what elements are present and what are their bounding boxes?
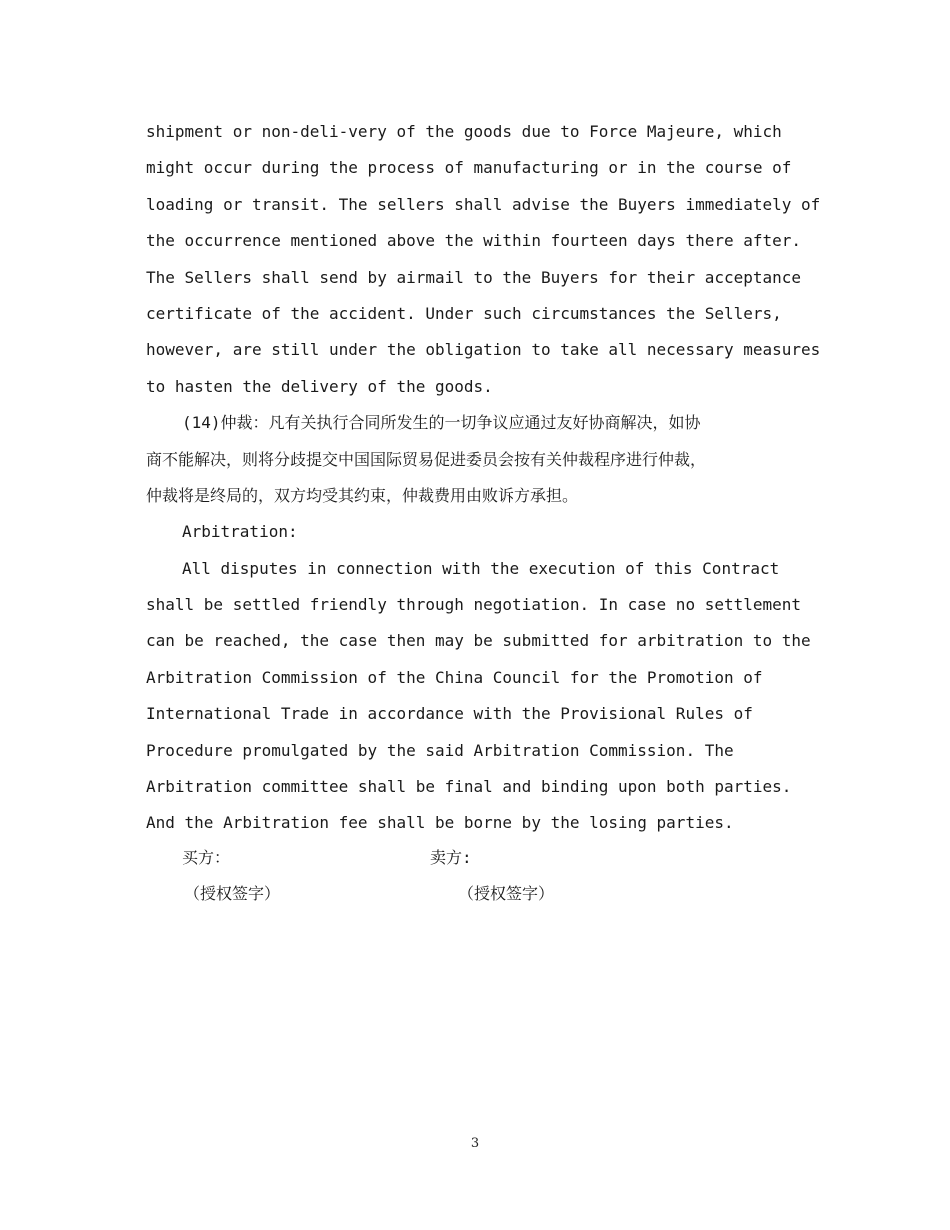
text-line: And the Arbitration fee shall be borne by the losing parties. (146, 813, 734, 833)
text-line: International Trade in accordance with the Provisional Rules of (146, 704, 753, 724)
signature-labels-row (146, 840, 816, 876)
text-line: shall be settled friendly through negotiation. In case no settlement (146, 595, 802, 615)
text-line: certificate of the accident. Under such circumstances the Sellers, (146, 303, 782, 323)
signature-block (146, 840, 816, 913)
arbitration-en-paragraph (146, 551, 816, 842)
contract-body (146, 114, 821, 842)
arbitration-cn-paragraph (146, 405, 816, 514)
text-line: Procedure promulgated by the said Arbitration Commission. The (146, 740, 734, 760)
seller-sign-note: （授权签字） (458, 884, 555, 904)
signature-notes-row (146, 876, 816, 912)
buyer-label: 买方： (182, 848, 231, 867)
seller-label: 卖方: (430, 848, 472, 867)
text-line: shipment or non-deli-very of the goods due to Force Majeure, which (146, 122, 782, 141)
text-line: Arbitration Commission of the China Council for the Promotion of (146, 667, 763, 687)
text-line: to hasten the delivery of the goods. (146, 376, 493, 396)
force-majeure-paragraph (146, 114, 821, 405)
text-line: Arbitration committee shall be final and binding upon both parties. (146, 777, 792, 797)
text-line: (14)仲裁：凡有关执行合同所发生的一切争议应通过友好协商解决，如协 (182, 413, 701, 433)
text-line: however, are still under the obligation to take all necessary measures (146, 340, 821, 360)
buyer-sign-note: （授权签字） (184, 884, 281, 904)
text-line: can be reached, the case then may be submitted for arbitration to the (146, 631, 811, 651)
page-number: 3 (470, 1136, 480, 1151)
text-line: the occurrence mentioned above the within fourteen days there after. (146, 231, 802, 251)
text-line: 商不能解决，则将分歧提交中国国际贸易促进委员会按有关仲裁程序进行仲裁， (146, 449, 707, 469)
text-line: All disputes in connection with the execution of this Contract (182, 558, 780, 578)
text-line: The Sellers shall send by airmail to the Buyers for their acceptance (146, 267, 802, 287)
text-line: loading or transit. The sellers shall advise the Buyers immediately of (146, 194, 821, 214)
text-line: might occur during the process of manufacturing or in the course of (146, 158, 792, 178)
text-line: 仲裁将是终局的，双方均受其约束，仲裁费用由败诉方承担。 (146, 485, 579, 505)
arbitration-heading: Arbitration: (182, 522, 298, 542)
